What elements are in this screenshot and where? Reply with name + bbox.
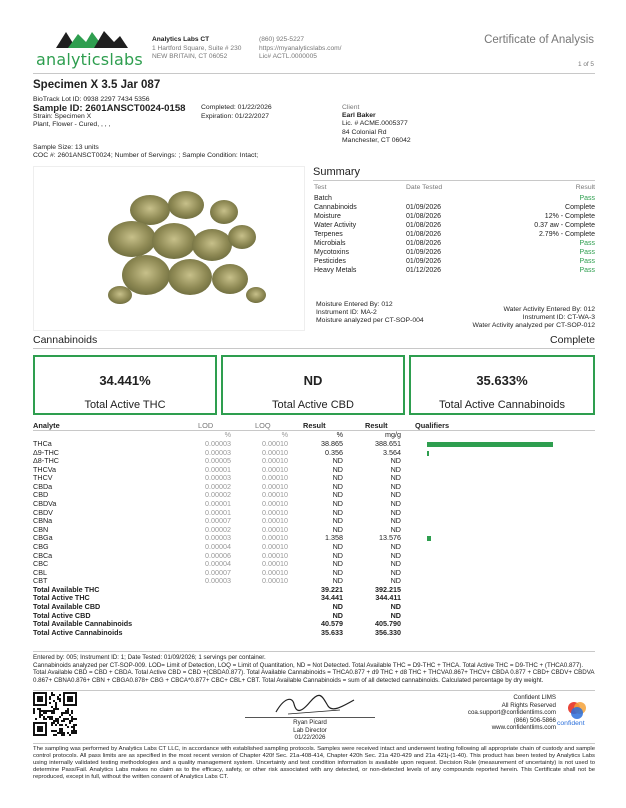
confident-rights: All Rights Reserved [501,701,556,709]
analyte-name: CBG [33,541,49,551]
analyte-result-pct: 34.441 [321,593,343,603]
summary-row [313,258,595,267]
analyte-lod: 0.00003 [205,473,231,483]
analyte-name: CBDVa [33,499,57,509]
analyte-row [33,509,595,518]
analyte-row [33,569,595,578]
summary-row [313,204,595,213]
analyte-loq: 0.00010 [262,447,288,457]
lab-license: Lic# ACTL.0000005 [259,53,317,61]
total-active-cannabinoids-box [409,355,595,415]
col-analyte: Analyte [33,421,60,430]
summary-test-date: 01/09/2026 [406,249,442,256]
summary-test-name: Mycotoxins [314,249,350,256]
analyte-lod: 0.00003 [205,533,231,543]
total-active-thc-box [33,355,217,415]
summary-test-date: 01/09/2026 [406,204,442,211]
analyte-loq: 0.00010 [262,439,288,448]
signer-title: Lab Director [293,726,327,734]
confident-lims-name: Confident LIMS [513,694,556,701]
analyte-lod: 0.00002 [205,490,231,500]
product-photo [33,166,305,331]
total-active-thc-value: 34.441% [99,373,151,388]
summary-test-date: 01/08/2026 [406,222,442,229]
company-logo [36,28,143,72]
lab-name: Analytics Labs CT [152,36,210,43]
summary-test-result: Pass [579,249,595,256]
analyte-name: Δ8-THC [33,456,59,466]
analyte-row [33,543,595,552]
analyte-lod: 0.00003 [205,576,231,586]
signer-name: Ryan Picard [293,719,327,726]
analyte-name: CBT [33,576,48,586]
summary-table [313,184,595,284]
analyte-loq: 0.00010 [262,456,288,466]
analyte-row [33,466,595,475]
col-loq: LOQ [255,421,271,430]
analyte-result-pct: ND [332,507,343,517]
analyte-result-pct: ND [332,559,343,569]
total-active-cannabinoids-value: 35.633% [476,373,528,388]
analyte-name: CBGa [33,533,53,543]
cannabis-buds-image [34,167,306,332]
confident-website[interactable]: www.confidentlims.com [491,724,556,732]
summary-test-name: Water Activity [314,222,357,229]
analyte-name: CBL [33,567,47,577]
summary-test-result: Complete [565,204,595,211]
total-active-cannabinoids-label: Total Active Cannabinoids [439,399,565,411]
analyte-result-mg: 356.330 [375,627,401,637]
biotrack-lot-id: BioTrack Lot ID: 0938 2297 7434 5356 [33,96,150,103]
analyte-result-pct: 0.356 [325,447,343,457]
analyte-loq: 0.00010 [262,524,288,534]
analyte-loq: 0.00010 [262,576,288,586]
unit-result: % [336,430,343,439]
summary-test-name: Cannabinoids [314,204,357,211]
summary-test-result: Pass [579,240,595,247]
lab-address-line1: 1 Hartford Square, Suite # 230 [152,44,242,52]
analyte-row [33,449,595,458]
summary-test-date: 01/09/2026 [406,258,442,265]
analyte-row [33,534,595,543]
analyte-name: CBCa [33,550,53,560]
strain: Strain: Specimen X [33,113,92,120]
unit-result-mg: mg/g [385,430,401,439]
analyte-row [33,440,595,449]
moisture-instrument: Instrument ID: MA-2 [316,309,377,317]
footer-disclaimer: The sampling was performed by Analytics Labs CT LLC, in accordance with established sampling protocols. Samples were received intact and underwent testing following all appropriate chain of custody and sample control protocols. All pass limits are as specified in the most recent version of Chapter 420f Sec. 21a-408-414, Chapter 420h Sec. 21a 420-429 and 21a 421j-(1-40). This product has been tested by Analytics Labs using internally validated testing methodologies and a quality management system. Uncertainty and test condition information is available upon request. Decision Rule (measurement of uncertainty) is not used to determine Pass/Fail. Analytics Labs makes no claim as to the efficacy, safety, or other risk associated with any detected, or non-detected levels of any compounds reported herein. This Certificate shall not be reproduced, except in full, without the written consent of Analytics Labs CT. [33,746,595,780]
analyte-result-bar [427,442,553,447]
summary-row [313,240,595,249]
analyte-name: CBDa [33,481,53,491]
matrix: Plant, Flower - Cured, , , , [33,121,111,128]
analyte-result-mg: 13.576 [379,533,401,543]
analyte-result-mg: ND [390,516,401,526]
analyte-row [33,577,595,586]
analyte-result-pct: 39.221 [321,584,343,594]
summary-test-name: Microbials [314,240,346,247]
analyte-result-mg: ND [390,610,401,620]
analyte-name: Total Available THC [33,584,100,594]
signature [270,692,360,718]
analyte-name: Total Active Cannabinoids [33,627,123,637]
col-lod: LOD [198,421,214,430]
analyte-result-pct: 38.865 [321,439,343,448]
lab-address-line2: NEW BRITAIN, CT 06052 [152,53,228,61]
total-active-cbd-value: ND [303,373,323,388]
summary-row [313,195,595,204]
analyte-loq: 0.00010 [262,533,288,543]
analyte-name: THCVa [33,464,57,474]
client-license: Lic. # ACME.0005377 [342,120,408,128]
analyte-lod: 0.00001 [205,464,231,474]
analyte-result-mg: ND [390,456,401,466]
summary-test-result: 0.37 aw - Complete [534,222,595,229]
analyte-loq: 0.00010 [262,464,288,474]
analyte-loq: 0.00010 [262,567,288,577]
summary-title: Summary [313,166,361,178]
analyte-result-pct: ND [332,602,343,612]
analyte-loq: 0.00010 [262,516,288,526]
total-row [33,586,595,595]
summary-test-result: 12% - Complete [544,213,595,220]
analyte-lod: 0.00002 [205,524,231,534]
summary-row [313,249,595,258]
analyte-name: Total Available Cannabinoids [33,619,133,629]
page-number: 1 of 5 [578,61,594,68]
analyte-name: CBN [33,524,49,534]
analyte-result-mg: ND [390,507,401,517]
client-heading: Client [342,104,360,111]
analyte-lod: 0.00004 [205,541,231,551]
analyte-result-mg: ND [390,576,401,586]
analyte-name: CBDV [33,507,53,517]
analyte-row [33,457,595,466]
summary-test-result: Pass [579,267,595,274]
summary-row [313,213,595,222]
analyte-result-bar [427,451,429,456]
analyte-result-mg: ND [390,464,401,474]
total-row [33,629,595,638]
summary-col-result: Result [575,184,595,191]
summary-test-date: 01/08/2026 [406,231,442,238]
analyte-result-mg: ND [390,524,401,534]
analyte-result-pct: ND [332,464,343,474]
summary-row [313,231,595,240]
analyte-result-pct: ND [332,499,343,509]
sample-size: Sample Size: 13 units [33,144,99,151]
analyte-result-mg: 405.790 [375,619,401,629]
col-result: Result [303,421,326,430]
analyte-lod: 0.00007 [205,567,231,577]
confident-logo-icon [567,701,587,719]
analyte-loq: 0.00010 [262,541,288,551]
analyte-result-pct: ND [332,550,343,560]
analyte-name: Total Active CBD [33,610,91,620]
total-row [33,603,595,612]
analyte-result-mg: ND [390,567,401,577]
total-row [33,594,595,603]
analyte-lod: 0.00005 [205,456,231,466]
analyte-lod: 0.00001 [205,499,231,509]
qr-code[interactable] [33,692,77,736]
analyte-name: Δ9-THC [33,447,59,457]
wa-instrument: Instrument ID: CT-WA-3 [522,314,595,322]
analyte-lod: 0.00003 [205,439,231,448]
confident-email[interactable]: coa.support@confidentlims.com [467,709,556,717]
analyte-name: Total Available CBD [33,602,101,612]
client-address2: Manchester, CT 06042 [342,136,411,144]
summary-test-result: 2.79% - Complete [538,231,595,238]
notes-entered-by: Entered by: 005; Instrument ID: 1; Date Tested: 01/09/2026; 1 servings per container. [33,654,266,661]
analyte-row [33,526,595,535]
analyte-result-pct: ND [332,490,343,500]
lab-phone: (860) 925-5227 [259,36,305,43]
summary-row [313,267,595,276]
analyte-result-mg: ND [390,490,401,500]
analyte-loq: 0.00010 [262,473,288,483]
qr-code-icon [33,692,77,736]
analyte-result-mg: ND [390,499,401,509]
analyte-loq: 0.00010 [262,490,288,500]
analyte-name: THCa [33,439,52,448]
unit-lod: % [224,430,231,439]
summary-test-date: 01/08/2026 [406,213,442,220]
document-title: Certificate of Analysis [484,34,594,46]
sample-id: Sample ID: 2601ANSCT0024-0158 [33,103,186,114]
analyte-row [33,491,595,500]
summary-test-name: Terpenes [314,231,343,238]
analyte-row [33,474,595,483]
analyte-lod: 0.00006 [205,550,231,560]
analyte-result-bar [427,536,431,541]
unit-loq: % [281,430,288,439]
summary-col-date: Date Tested [406,184,443,191]
analyte-result-pct: ND [332,481,343,491]
analyte-name: CBNa [33,516,53,526]
notes-method: Cannabinoids analyzed per CT-SOP-009. LOD= Limit of Detection, LOQ = Limit of Quantitation, ND = Not Detected. Total Available THC = D9-THC + THCA. Total Active THC = D9-THC + (THCA0.877). Total Available CBD = CBD + CBDA. Total Active CBD = CBD +(CBDA0.877). Total Available Cannabinoids = THCA0.877 + d9 THC + d8 THC + THCVA0.867+ THCV+ CBDA 0.877 + CBD+ CBDV+ CBDVA 0.867+ CBNA0.876+ CBN + CBGA0.878+ CBG + CBCA*0.877+ CBC+ CBL+ CBT. Total Available Cannabinoids = sum of all detected cannabinoids. Calculated percentage by dry weight. [33,661,595,684]
logo-wordmark: analyticslabs [36,50,143,69]
completed-date: Completed: 01/22/2026 [201,104,272,111]
col-result-mg: Result [365,421,388,430]
cannabinoids-status: Complete [550,334,595,346]
analyte-result-pct: ND [332,567,343,577]
analyte-name: CBD [33,490,49,500]
analyte-units-row [33,431,595,440]
analyte-result-mg: 392.215 [375,584,401,594]
total-active-thc-label: Total Active THC [84,399,166,411]
summary-test-name: Moisture [314,213,341,220]
signature-icon [270,692,360,718]
analyte-result-pct: ND [332,541,343,551]
total-active-cbd-label: Total Active CBD [272,399,354,411]
analyte-result-pct: 40.579 [321,619,343,629]
analyte-lod: 0.00003 [205,447,231,457]
analyte-result-mg: 3.564 [383,447,401,457]
analyte-result-pct: 1.358 [325,533,343,543]
lab-website[interactable]: https://myanalyticslabs.com/ [259,44,342,52]
analyte-lod: 0.00004 [205,559,231,569]
analyte-result-pct: ND [332,524,343,534]
analyte-result-pct: 35.633 [321,627,343,637]
summary-test-name: Pesticides [314,258,346,265]
analyte-result-pct: ND [332,473,343,483]
analyte-result-pct: ND [332,516,343,526]
confident-logo-text: confident [557,720,585,727]
analyte-result-mg: 344.411 [375,593,401,603]
expiration-date: Expiration: 01/22/2027 [201,113,270,120]
analyte-result-pct: ND [332,576,343,586]
analyte-loq: 0.00010 [262,550,288,560]
analyte-row [33,500,595,509]
summary-test-date: 01/12/2026 [406,267,442,274]
analyte-loq: 0.00010 [262,499,288,509]
analyte-result-mg: ND [390,481,401,491]
wa-method: Water Activity analyzed per CT-SOP-012 [472,322,595,330]
summary-col-test: Test [314,184,327,191]
summary-test-result: Pass [579,195,595,202]
analyte-result-mg: ND [390,550,401,560]
analyte-name: Total Active THC [33,593,90,603]
summary-test-name: Batch [314,195,332,202]
col-qualifiers: Qualifiers [415,421,450,430]
signature-date: 01/22/2026 [294,734,326,742]
analyte-result-pct: ND [332,610,343,620]
confident-logo [557,701,597,731]
analyte-name: THCV [33,473,53,483]
analyte-name: CBC [33,559,49,569]
summary-row [313,222,595,231]
analyte-lod: 0.00001 [205,507,231,517]
analyte-result-pct: ND [332,456,343,466]
moisture-entered-by: Moisture Entered By: 012 [316,301,393,308]
analyte-row [33,552,595,561]
wa-entered-by: Water Activity Entered By: 012 [503,306,595,313]
client-name: Earl Baker [342,112,376,120]
analyte-loq: 0.00010 [262,481,288,491]
client-address1: 84 Colonial Rd [342,128,387,136]
summary-test-date: 01/08/2026 [406,240,442,247]
product-name: Specimen X 3.5 Jar 087 [33,79,161,91]
analyte-loq: 0.00010 [262,507,288,517]
summary-test-name: Heavy Metals [314,267,357,274]
analyte-lod: 0.00007 [205,516,231,526]
summary-test-result: Pass [579,258,595,265]
logo-mountains-icon [56,28,128,48]
analyte-row [33,560,595,569]
cannabinoids-section-title: Cannabinoids [33,334,98,346]
analyte-result-mg: ND [390,559,401,569]
analyte-loq: 0.00010 [262,559,288,569]
confident-phone: (866) 506-5866 [513,716,556,724]
summary-header-row [313,184,595,193]
analyte-row [33,483,595,492]
coc-info: COC #: 2601ANSCT0024; Number of Servings: ; Sample Condition: Intact; [33,152,259,159]
analyte-result-mg: ND [390,541,401,551]
analyte-result-mg: 388.651 [375,439,401,448]
moisture-method: Moisture analyzed per CT-SOP-004 [316,317,424,325]
analyte-result-mg: ND [390,602,401,612]
analyte-lod: 0.00002 [205,481,231,491]
total-active-cbd-box [221,355,405,415]
analyte-result-mg: ND [390,473,401,483]
analyte-row [33,517,595,526]
